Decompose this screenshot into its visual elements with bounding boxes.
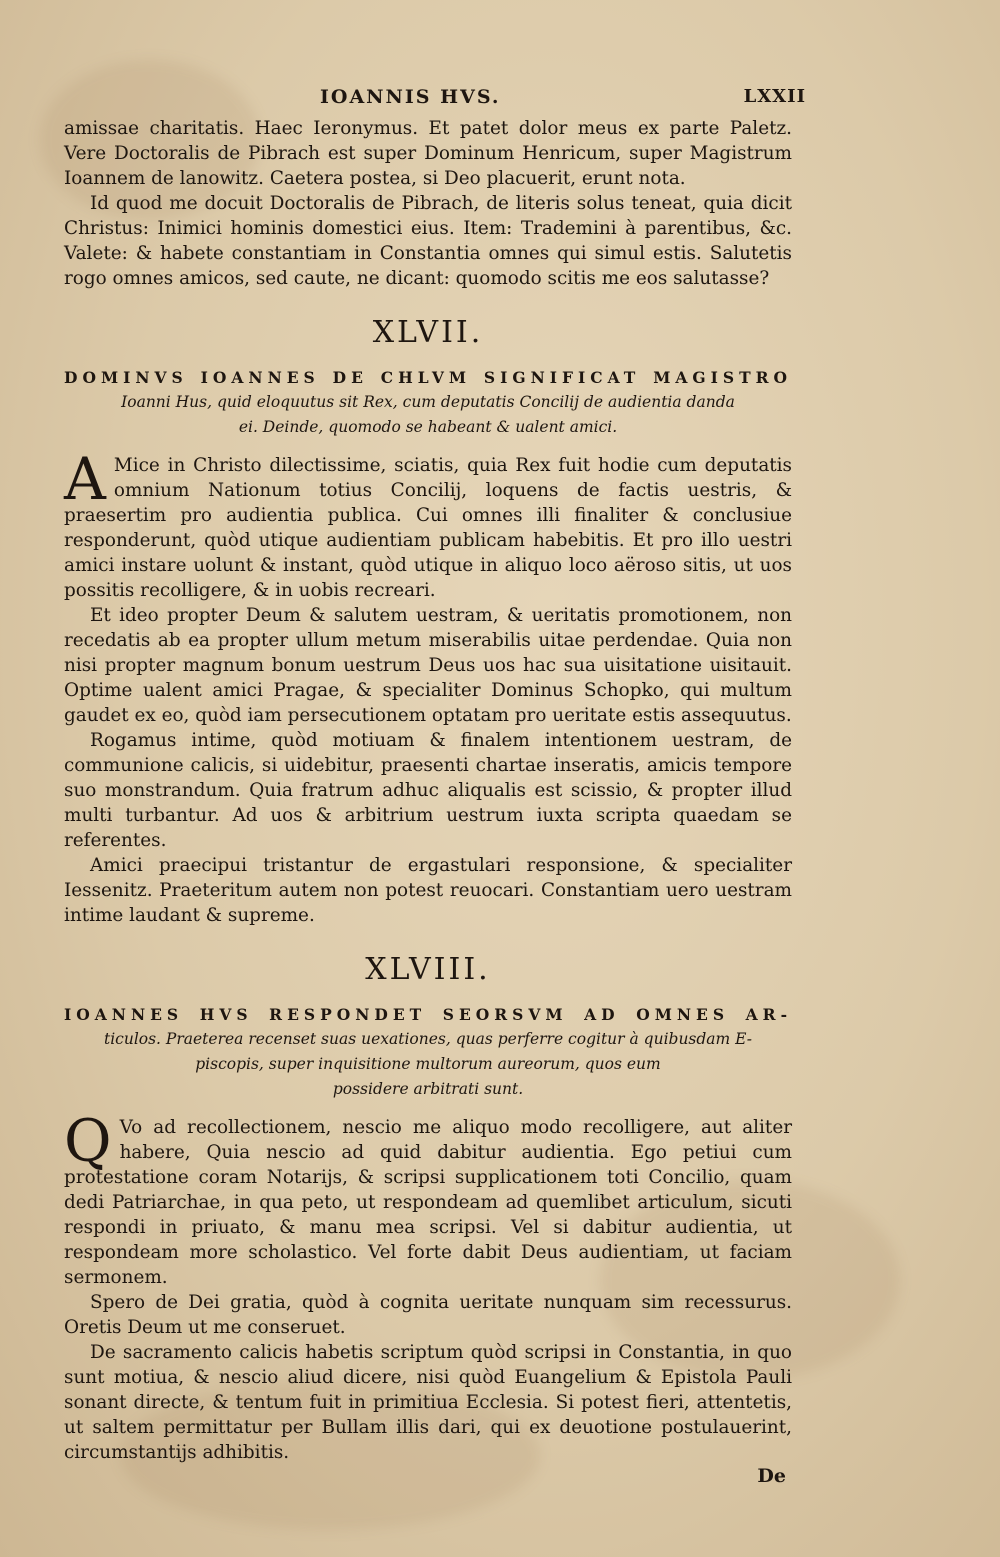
summary-line: piscopis, super inquisitione multorum aureorum, quos eum bbox=[195, 1055, 661, 1073]
letter-number: XLVIII. bbox=[365, 952, 491, 987]
paragraph: Id quod me docuit Doctoralis de Pibrach, de literis solus teneat, quia dicit Christus: Inimici hominis domestici eius. Item: Trademini à parentibus, &c. Valete: & habete constantiam in Constantia omnes qui simul estis. Salutetis rogo omnes amicos, sed caute, ne dicant: quomodo scitis me eos salutasse? bbox=[64, 193, 792, 289]
letter-48 bbox=[64, 952, 792, 1487]
paragraph: Et ideo propter Deum & salutem uestram, & ueritatis promotionem, non recedatis ab ea propter ullum metum miserabilis uitae perdendae. Quia non nisi propter magnum bonum uestrum Deus uos hac sua uisitatione uisitauit. Optime ualent amici Pragae, & specialiter Dominus Schopko, qui multum gaudet ex eo, quòd iam persecutionem optatam pro ueritate estis assequutus. bbox=[64, 605, 792, 726]
paragraph: Spero de Dei gratia, quòd à cognita ueritate nunquam sim recessurus. Oretis Deum ut me conseruet. bbox=[64, 1292, 792, 1338]
summary-line: Ioanni Hus, quid eloquutus sit Rex, cum deputatis Concilij de audientia danda bbox=[121, 393, 735, 411]
drop-initial: Q bbox=[64, 1107, 112, 1175]
page-header bbox=[64, 86, 806, 116]
running-head: IOANNIS HVS. bbox=[320, 86, 501, 108]
paragraph: Rogamus intime, quòd motiuam & finalem intentionem uestram, de communione calicis, si uidebitur, praesenti chartae inseratis, amicis tempore suo monstrandum. Quia fratrum adhuc aliqualis est scissio, & propter illud multi turbantur. Ad uos & arbitrium uestrum iuxta scripta quaedam se referentes. bbox=[64, 730, 792, 851]
catchword: De bbox=[757, 1465, 786, 1487]
summary-line: ticulos. Praeterea recenset suas uexationes, quas perferre cogitur à quibusdam E- bbox=[103, 1030, 753, 1048]
letter-47 bbox=[64, 315, 792, 928]
previous-letter-ending bbox=[64, 116, 792, 291]
letter-summary bbox=[64, 1003, 792, 1101]
paragraph bbox=[64, 445, 792, 603]
paragraph-text: Vo ad recollectionem, nescio me aliquo modo recolligere, aut aliter habere, Quia nescio ad quid dabitur audientia. Ego petiui cum protestatione coram Notarijs, & scripsi supplicationem toti Concilio, quam dedi Patriarchae, in qua peto, ut respondeam ad quemlibet articulum, sicuti respondi in priuato, & manu mea scripsi. Vel si dabitur audientia, ut respondeam more scholastico. Vel forte dabit Deus audientiam, ut faciam sermonem. bbox=[64, 1117, 792, 1288]
paragraph: amissae charitatis. Haec Ieronymus. Et patet dolor meus ex parte Paletz. Vere Doctoralis de Pibrach est super Dominum Henricum, super Magistrum Ioannem de lanowitz. Caetera postea, si Deo placuerit, erunt nota. bbox=[64, 118, 792, 189]
drop-initial: A bbox=[64, 445, 106, 513]
letter-number: XLVII. bbox=[372, 315, 484, 350]
letter-summary bbox=[64, 366, 792, 439]
paragraph: Amici praecipui tristantur de ergastulari responsione, & specialiter Iessenitz. Praeteritum autem non potest reuocari. Constantiam uero uestram intime laudant & supreme. bbox=[64, 855, 792, 926]
paragraph: De sacramento calicis habetis scriptum quòd scripsi in Constantia, in quo sunt motiua, & nescio aliud dicere, nisi quòd Euangelium & Epistola Pauli sonant directe, & tentum fuit in primitiua Ecclesia. Si potest fieri, attentetis, ut saltem permittatur per Bullam illis dari, qui ex deuotione postulauerint, circumstantijs adhibitis. bbox=[64, 1342, 792, 1463]
summary-line: ei. Deinde, quomodo se habeant & ualent amici. bbox=[238, 418, 618, 436]
summary-caps-line: DOMINVS IOANNES DE CHLVM SIGNIFICAT MAGISTRO bbox=[64, 368, 792, 387]
folio-number: LXXII bbox=[743, 86, 806, 107]
paragraph bbox=[64, 1107, 792, 1290]
summary-line: possidere arbitrati sunt. bbox=[332, 1080, 524, 1098]
summary-caps-line: IOANNES HVS RESPONDET SEORSVM AD OMNES AR- bbox=[64, 1005, 792, 1024]
paragraph-text: Mice in Christo dilectissime, sciatis, quia Rex fuit hodie cum deputatis omnium Nationum totius Concilij, loquens de factis uestris, & praesertim pro audientia publica. Cui omnes illi finaliter & conclusiue responderunt, quòd utique audientiam publicam habebitis. Et pro illo uestri amici instare uolunt & instant, quòd utique in aliquo loco aëroso sitis, ut uos possitis recolligere, & in uobis recreari. bbox=[64, 455, 792, 601]
text-block bbox=[64, 86, 806, 1487]
